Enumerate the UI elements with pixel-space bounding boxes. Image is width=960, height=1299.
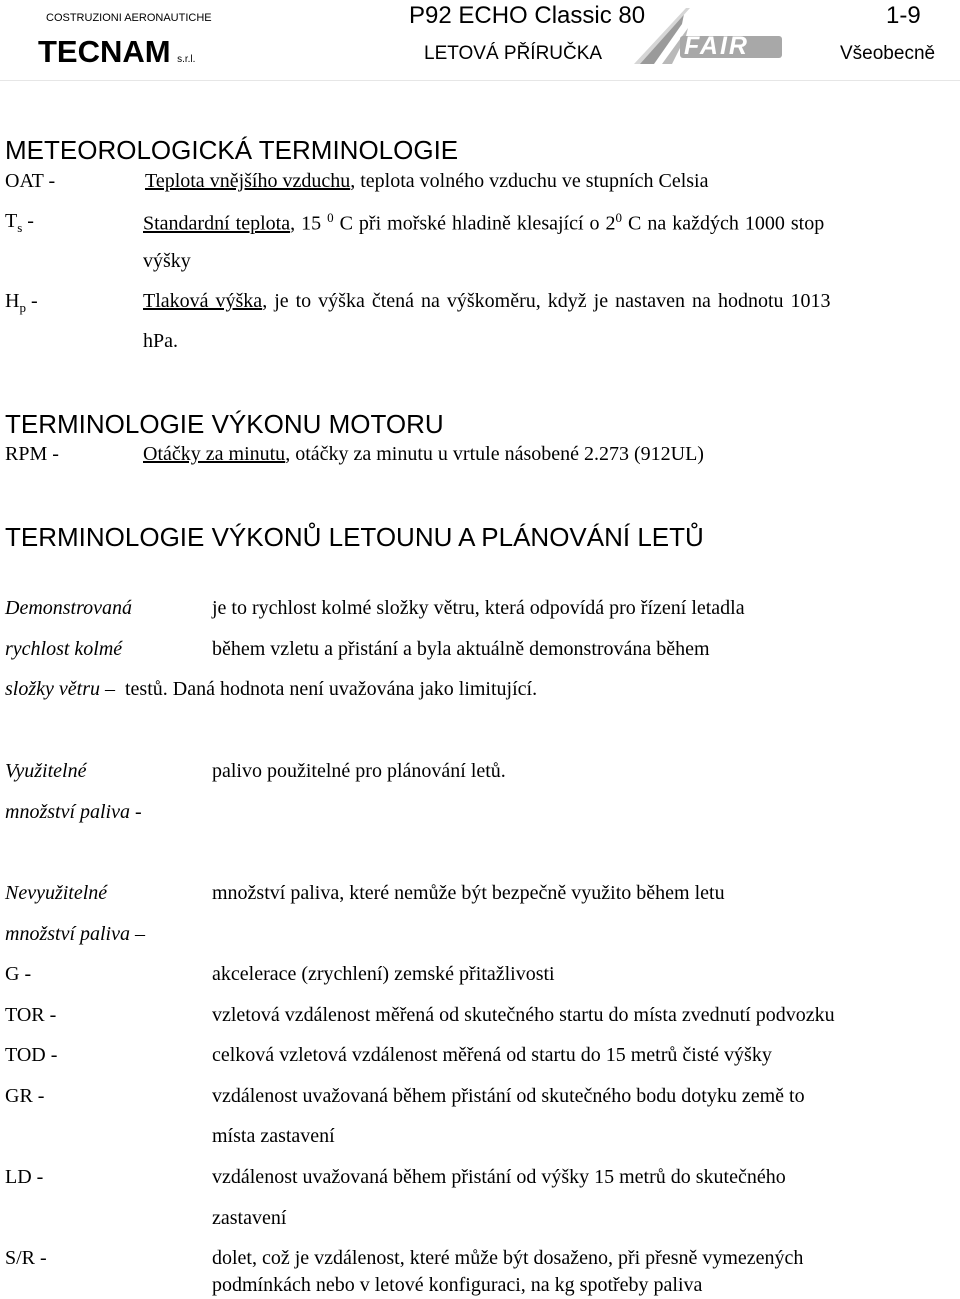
usable-term-line1: Využitelné bbox=[5, 760, 87, 782]
hp-term-main: H bbox=[5, 290, 20, 312]
hp-term bbox=[5, 290, 38, 316]
sr-term: S/R - bbox=[5, 1247, 47, 1269]
sr-definition-line1: dolet, což je vzdálenost, které může být dosaženo, při přesně vymezených bbox=[212, 1247, 804, 1269]
tod-definition: celková vzletová vzdálenost měřená od startu do 15 metrů čisté výšky bbox=[212, 1044, 772, 1066]
hp-term-dash: - bbox=[25, 290, 38, 312]
unusable-definition: množství paliva, které nemůže být bezpečně využito během letu bbox=[212, 882, 725, 904]
section-name: Všeobecně bbox=[840, 43, 936, 64]
company-subtitle: COSTRUZIONI AERONAUTICHE bbox=[46, 12, 212, 24]
g-term: G - bbox=[5, 963, 32, 985]
demo-term-line2: rychlost kolmé bbox=[5, 638, 123, 660]
page-number: 1-9 bbox=[886, 2, 921, 29]
g-definition: akcelerace (zrychlení) zemské přitažlivosti bbox=[212, 963, 555, 985]
oat-link: Teplota vnějšího vzduchu bbox=[145, 170, 351, 192]
ld-term: LD - bbox=[5, 1166, 44, 1188]
ts-term-dash: - bbox=[22, 210, 34, 232]
manual-title: LETOVÁ PŘÍRUČKA bbox=[424, 43, 603, 64]
unusable-term-line1: Nevyužitelné bbox=[5, 882, 108, 904]
oat-rest: , teplota volného vzduchu ve stupních Celsia bbox=[350, 170, 709, 192]
demo-def-line1: je to rychlost kolmé složky větru, která odpovídá pro řízení letadla bbox=[212, 597, 745, 619]
usable-definition: palivo použitelné pro plánování letů. bbox=[212, 760, 506, 782]
ts-definition-line2: výšky bbox=[143, 250, 191, 272]
ts-p2: C při mořské hladině klesající o 2 bbox=[333, 212, 616, 235]
header-divider bbox=[0, 80, 960, 81]
rpm-definition bbox=[143, 443, 704, 466]
ts-p3: C na každých 1000 stop bbox=[622, 212, 825, 235]
ts-term-main: T bbox=[5, 210, 18, 232]
ts-term bbox=[5, 210, 34, 236]
company-logo bbox=[38, 34, 195, 70]
ts-definition bbox=[143, 210, 824, 236]
demo-dash: – bbox=[99, 678, 115, 700]
perf-heading: TERMINOLOGIE VÝKONŮ LETOUNU A PLÁNOVÁNÍ LETŮ bbox=[5, 522, 704, 552]
gr-definition-line1: vzdálenost uvažovaná během přistání od skutečného bodu dotyku země to bbox=[212, 1085, 805, 1107]
ld-definition-line2: zastavení bbox=[212, 1207, 287, 1229]
hp-definition bbox=[143, 290, 831, 313]
rpm-rest: , otáčky za minutu u vrtule násobené 2.273 (912UL) bbox=[285, 443, 704, 465]
hp-rest: , je to výška čtená na výškoměru, když je nastaven na hodnotu 1013 bbox=[262, 290, 831, 312]
demo-def-line3: testů. Daná hodnota není uvažována jako limitující. bbox=[124, 678, 538, 700]
meteo-heading: METEOROLOGICKÁ TERMINOLOGIE bbox=[5, 135, 459, 165]
demo-def-line2: během vzletu a přistání a byla aktuálně demonstrována během bbox=[212, 638, 710, 660]
rpm-term: RPM - bbox=[5, 443, 59, 465]
usable-term-line2: množství paliva - bbox=[5, 801, 142, 823]
oat-term: OAT - bbox=[5, 170, 56, 192]
hp-term-sub: p bbox=[19, 300, 26, 315]
demo-term-line3: složky větru bbox=[5, 678, 100, 700]
tod-term: TOD - bbox=[5, 1044, 58, 1066]
ts-link: Standardní teplota bbox=[143, 212, 291, 235]
engine-heading: TERMINOLOGIE VÝKONU MOTORU bbox=[5, 409, 444, 439]
demo-term-line1: Demonstrovaná bbox=[5, 597, 133, 619]
ts-sup1: 0 bbox=[327, 210, 334, 225]
tor-term: TOR - bbox=[5, 1004, 57, 1026]
oat-definition bbox=[145, 170, 708, 193]
ld-definition-line1: vzdálenost uvažovaná během přistání od výšky 15 metrů do skutečného bbox=[212, 1166, 786, 1188]
company-name: TECNAM bbox=[38, 34, 171, 69]
gr-definition-line2: místa zastavení bbox=[212, 1125, 335, 1147]
demo-line3 bbox=[5, 678, 537, 701]
hp-definition-line2: hPa. bbox=[143, 330, 178, 352]
fair-logo bbox=[632, 2, 790, 66]
hp-link: Tlaková výška bbox=[143, 290, 263, 312]
sr-definition-line2: podmínkách nebo v letové konfiguraci, na kg spotřeby paliva bbox=[212, 1274, 703, 1296]
ts-term-sub: s bbox=[17, 220, 23, 235]
rpm-link: Otáčky za minutu bbox=[143, 443, 286, 465]
fair-logo-text: FAIR bbox=[684, 32, 749, 60]
ts-p1: , 15 bbox=[290, 212, 328, 235]
ts-sup2: 0 bbox=[615, 210, 623, 225]
gr-term: GR - bbox=[5, 1085, 45, 1107]
company-suffix: s.r.l. bbox=[177, 54, 196, 65]
unusable-term-line2: množství paliva – bbox=[5, 923, 145, 945]
tor-definition: vzletová vzdálenost měřená od skutečného startu do místa zvednutí podvozku bbox=[212, 1004, 835, 1026]
aircraft-title: P92 ECHO Classic 80 bbox=[409, 2, 646, 29]
